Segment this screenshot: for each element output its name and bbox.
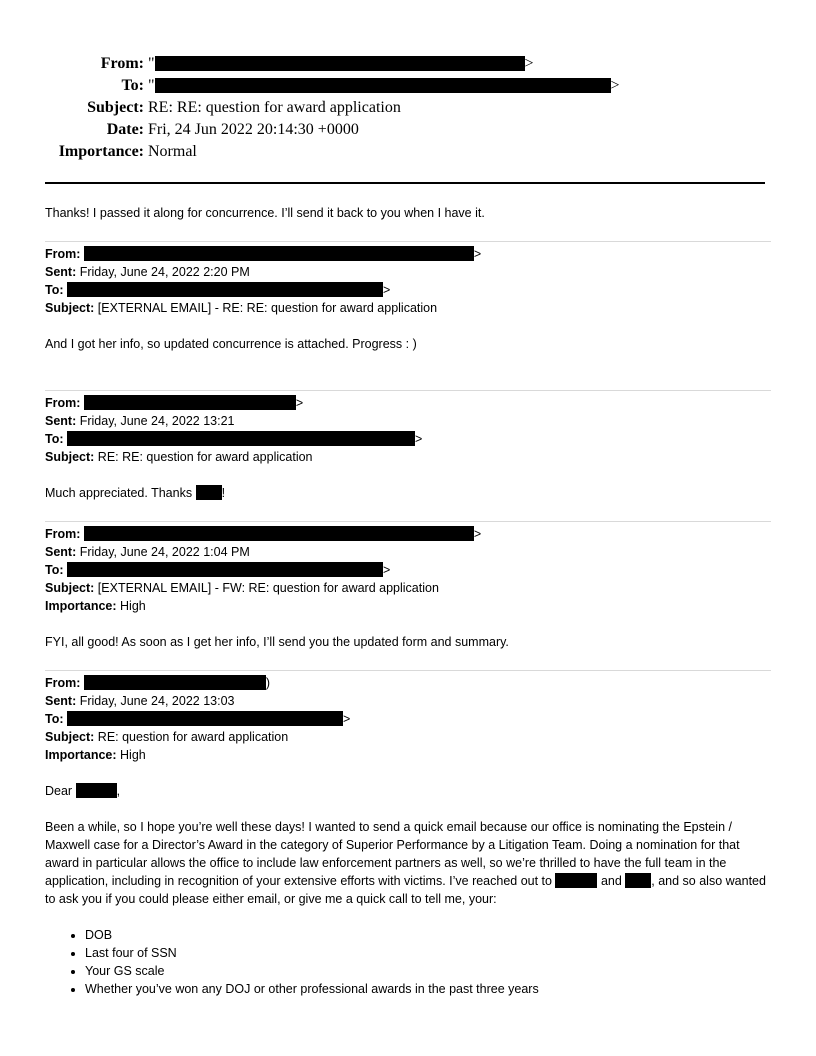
list-item: • DOB bbox=[85, 926, 771, 944]
redaction-box bbox=[625, 873, 651, 888]
message-to-bracket: > bbox=[383, 563, 391, 577]
redaction-box bbox=[67, 562, 383, 577]
redaction-box bbox=[84, 526, 474, 541]
redaction-box bbox=[84, 675, 266, 690]
greeting-comma: , bbox=[116, 784, 121, 798]
message-to-bracket: > bbox=[343, 712, 351, 726]
message-importance-line bbox=[45, 746, 771, 764]
message-from-line bbox=[45, 394, 771, 412]
header-to-quote: " bbox=[148, 77, 155, 94]
redaction-box bbox=[76, 783, 117, 798]
header-divider bbox=[45, 182, 765, 184]
redaction-box bbox=[67, 431, 415, 446]
message-sent-label: Sent: bbox=[45, 545, 77, 559]
quoted-message-4 bbox=[45, 674, 771, 998]
paragraph-text: Been a while, so I hope you’re well these days! I wanted to send a quick email because our office is nominating the Epstein / Maxwell case for a Director’s Award in the category of Superior Performance by a Litigation Team. Doing a nomination for that award in particular allows the office to include law enforcement partners as well, so we’re thrilled to have the full team in the application, including in recognition of your extensive efforts with victims. I’ve reached out to bbox=[45, 820, 740, 888]
message-subject-label: Subject: bbox=[45, 450, 95, 464]
message-to-line bbox=[45, 281, 771, 299]
header-from-value bbox=[148, 53, 534, 75]
quoted-message-3 bbox=[45, 525, 771, 651]
message-importance-label: Importance: bbox=[45, 748, 117, 762]
header-from-bracket: > bbox=[524, 55, 534, 72]
message-body bbox=[45, 484, 771, 502]
quoted-message-2 bbox=[45, 394, 771, 502]
message-paragraph bbox=[45, 818, 771, 908]
message-sent-value: Friday, June 24, 2022 1:04 PM bbox=[79, 545, 250, 559]
message-importance-value: High bbox=[120, 599, 146, 613]
message-from-label: From: bbox=[45, 247, 81, 261]
message-from-label: From: bbox=[45, 396, 81, 410]
reply-body bbox=[45, 204, 771, 222]
message-from-line bbox=[45, 525, 771, 543]
redaction-box bbox=[84, 395, 296, 410]
message-subject-label: Subject: bbox=[45, 581, 95, 595]
message-divider bbox=[45, 241, 771, 242]
message-to-line bbox=[45, 561, 771, 579]
message-subject-value: [EXTERNAL EMAIL] - RE: RE: question for award application bbox=[97, 301, 438, 315]
message-divider bbox=[45, 521, 771, 522]
message-to-label: To: bbox=[45, 563, 64, 577]
message-from-line bbox=[45, 245, 771, 263]
message-divider bbox=[45, 390, 771, 391]
paragraph-and: and bbox=[597, 874, 626, 888]
message-subject-label: Subject: bbox=[45, 730, 95, 744]
message-body: FYI, all good! As soon as I get her info, I’ll send you the updated form and summary. bbox=[45, 635, 509, 649]
reply-text: Thanks! I passed it along for concurrence. I’ll send it back to you when I have it. bbox=[45, 206, 485, 220]
message-from-bracket: > bbox=[473, 527, 482, 541]
message-to-line bbox=[45, 710, 771, 728]
message-body: And I got her info, so updated concurrence is attached. Progress : ) bbox=[45, 337, 417, 351]
header-importance-row bbox=[0, 141, 816, 163]
message-to-line bbox=[45, 430, 771, 448]
message-importance-label: Importance: bbox=[45, 599, 117, 613]
message-from-label: From: bbox=[45, 527, 81, 541]
message-sent-line bbox=[45, 263, 771, 281]
message-to-label: To: bbox=[45, 712, 64, 726]
redaction-box bbox=[84, 246, 474, 261]
header-to-row bbox=[0, 75, 816, 97]
message-sent-value: Friday, June 24, 2022 13:21 bbox=[79, 414, 235, 428]
message-sent-line bbox=[45, 692, 771, 710]
message-sent-line bbox=[45, 543, 771, 561]
header-subject-label: Subject: bbox=[87, 99, 144, 116]
message-body-text: Much appreciated. Thanks bbox=[45, 486, 196, 500]
paragraph-end: , and so also wanted to ask you if you could please either email, or give me a quick call to tell me, your: bbox=[45, 874, 766, 906]
message-subject-value: RE: RE: question for award application bbox=[97, 450, 313, 464]
message-subject-line bbox=[45, 448, 771, 466]
list-item: • Your GS scale bbox=[85, 962, 771, 980]
list-item: • Last four of SSN bbox=[85, 944, 771, 962]
header-date-label: Date: bbox=[106, 121, 144, 138]
greeting-text: Dear bbox=[45, 784, 76, 798]
header-date-value: Fri, 24 Jun 2022 20:14:30 +0000 bbox=[148, 121, 359, 138]
email-header bbox=[0, 53, 816, 163]
header-from-row bbox=[0, 53, 816, 75]
message-subject-line bbox=[45, 579, 771, 597]
message-divider bbox=[45, 670, 771, 671]
message-from-bracket: ) bbox=[265, 676, 271, 690]
redaction-box bbox=[155, 56, 525, 71]
message-sent-label: Sent: bbox=[45, 694, 77, 708]
message-sent-value: Friday, June 24, 2022 13:03 bbox=[79, 694, 235, 708]
message-from-bracket: > bbox=[295, 396, 304, 410]
message-to-label: To: bbox=[45, 432, 64, 446]
message-from-bracket: > bbox=[473, 247, 482, 261]
request-list bbox=[45, 926, 771, 998]
message-importance-value: High bbox=[120, 748, 146, 762]
message-sent-label: Sent: bbox=[45, 414, 77, 428]
message-to-label: To: bbox=[45, 283, 64, 297]
message-subject-line bbox=[45, 728, 771, 746]
header-subject-row bbox=[0, 97, 816, 119]
message-from-line bbox=[45, 674, 771, 692]
redaction-box bbox=[555, 873, 597, 888]
redaction-box bbox=[196, 485, 222, 500]
list-item: • Whether you’ve won any DOJ or other professional awards in the past three years bbox=[85, 980, 771, 998]
header-date-row bbox=[0, 119, 816, 141]
redaction-box bbox=[155, 78, 611, 93]
message-from-label: From: bbox=[45, 676, 81, 690]
message-greeting bbox=[45, 782, 771, 800]
message-subject-label: Subject: bbox=[45, 301, 95, 315]
message-to-bracket: > bbox=[415, 432, 423, 446]
message-subject-value: RE: question for award application bbox=[97, 730, 289, 744]
header-importance-label: Importance: bbox=[58, 143, 144, 160]
message-sent-label: Sent: bbox=[45, 265, 77, 279]
header-subject-value: RE: RE: question for award application bbox=[148, 99, 401, 116]
header-from-label: From: bbox=[100, 55, 144, 72]
header-to-value bbox=[148, 75, 620, 97]
message-subject-value: [EXTERNAL EMAIL] - FW: RE: question for award application bbox=[97, 581, 439, 595]
message-importance-line bbox=[45, 597, 771, 615]
header-to-label: To: bbox=[121, 77, 144, 94]
message-body-end: ! bbox=[221, 486, 226, 500]
message-sent-line bbox=[45, 412, 771, 430]
header-from-quote: " bbox=[148, 55, 155, 72]
message-to-bracket: > bbox=[383, 283, 391, 297]
quoted-message-1 bbox=[45, 245, 771, 353]
redaction-box bbox=[67, 711, 343, 726]
header-importance-value: Normal bbox=[148, 143, 197, 160]
redaction-box bbox=[67, 282, 383, 297]
message-sent-value: Friday, June 24, 2022 2:20 PM bbox=[79, 265, 250, 279]
header-to-bracket: > bbox=[610, 77, 620, 94]
message-subject-line bbox=[45, 299, 771, 317]
